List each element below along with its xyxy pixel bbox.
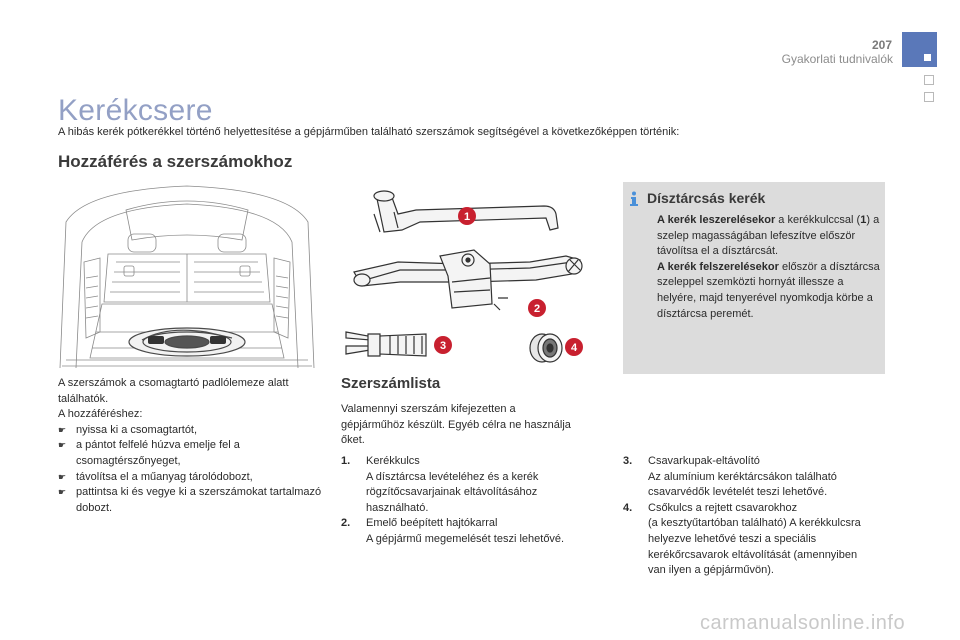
chapter-box-1	[924, 75, 934, 85]
info-title: Dísztárcsás kerék	[647, 190, 766, 206]
tools-illustration	[340, 186, 592, 376]
tool-number: 1.	[341, 455, 351, 467]
tool-description: A dísztárcsa levételéhez és a kerék rögzítőcsavarjainak eltávolításához használható.	[366, 470, 539, 514]
section-subtitle: Hozzáférés a szerszámokhoz	[58, 152, 293, 171]
pointer-icon: ☛	[58, 487, 67, 498]
badge-3	[434, 336, 452, 354]
badge-2-label: 2	[533, 303, 541, 315]
badge-1-label: 1	[463, 211, 471, 223]
trim-remover-drawing	[346, 332, 426, 356]
tools-title: Szerszámlista	[341, 375, 441, 392]
info-icon	[628, 191, 640, 207]
tool-description: (a kesztyűtartóban található) A kerékkulcsra helyezve lehetővé teszi a speciális kerékőrcsavarok eltávolítását (amennyiben van ilyen a gépjárművön).	[648, 517, 861, 577]
tool-name: Emelő beépített hajtókarral	[366, 517, 498, 530]
info-paragraph-fitting: A kerék felszerelésekor először a dísztárcsa szeleppel szemközti hornyát illessze a helyére, majd tenyerével nyomkodja körbe a dísztárcsa peremét.	[657, 260, 880, 320]
pointer-icon: ☛	[58, 424, 67, 435]
tool-item-1	[341, 454, 593, 516]
page-title: Kerékcsere	[58, 94, 213, 127]
access-steps	[58, 423, 324, 517]
intro-text: A hibás kerék pótkerékkel történő helyettesítése a gépjárműben található szerszámok segítségével a következőképpen történik:	[58, 126, 680, 138]
tool-description: Az alumínium keréktárcsákon található csavarvédők levételét teszi lehetővé.	[648, 470, 837, 499]
badge-4	[565, 338, 583, 356]
tool-description: A gépjármű megemelését teszi lehetővé.	[366, 532, 565, 545]
badge-4-label: 4	[570, 342, 578, 354]
list-item: ☛ pattintsa ki és vegye ki a szerszámokat tartalmazó dobozt.	[58, 486, 322, 514]
info-text	[657, 213, 883, 322]
page-number: 207	[871, 38, 892, 52]
tool-number: 4.	[623, 501, 633, 514]
tool-number: 3.	[623, 455, 633, 467]
badge-2	[528, 299, 546, 317]
pointer-icon: ☛	[58, 440, 67, 451]
section-label: Gyakorlati tudnivalók	[781, 52, 893, 66]
tool-name: Csavarkupak-eltávolító	[648, 455, 760, 467]
access-line-1: A szerszámok a csomagtartó padlólemeze alatt találhatók.	[58, 377, 289, 405]
tool-number: 2.	[341, 517, 351, 530]
access-instructions	[58, 376, 324, 516]
list-item: ☛ nyissa ki a csomagtartót,	[58, 423, 324, 439]
tool-list-right	[623, 454, 873, 579]
tool-item-3	[623, 454, 873, 501]
list-item: ☛ a pántot felfelé húzva emelje fel a csomagtérszőnyeget,	[58, 439, 240, 467]
tool-list-left	[341, 454, 593, 548]
trunk-illustration	[56, 182, 318, 370]
jack-drawing	[354, 250, 582, 310]
list-item: ☛ távolítsa el a műanyag tárolódobozt,	[58, 470, 324, 486]
chapter-tab	[902, 32, 937, 67]
tools-intro: Valamennyi szerszám kifejezetten a gépjárműhöz készült. Egyéb célra ne használja őket.	[341, 403, 571, 447]
watermark: carmanualsonline.info	[700, 612, 906, 634]
chapter-box-2	[924, 92, 934, 102]
security-socket-drawing	[530, 334, 562, 362]
tool-item-2	[341, 516, 593, 547]
access-line-2: A hozzáféréshez:	[58, 408, 143, 421]
badge-3-label: 3	[439, 340, 447, 352]
tool-name: Csőkulcs a rejtett csavarokhoz	[648, 501, 798, 514]
badge-1	[458, 207, 476, 225]
tool-item-4	[623, 501, 873, 579]
pointer-icon: ☛	[58, 471, 67, 482]
tool-name: Kerékkulcs	[366, 455, 420, 467]
info-paragraph-removal: A kerék leszerelésekor a kerékkulccsal (1) a szelep magasságában lefeszítve először távolítsa el a dísztárcsát.	[657, 214, 880, 258]
chapter-tab-marker	[924, 54, 931, 61]
